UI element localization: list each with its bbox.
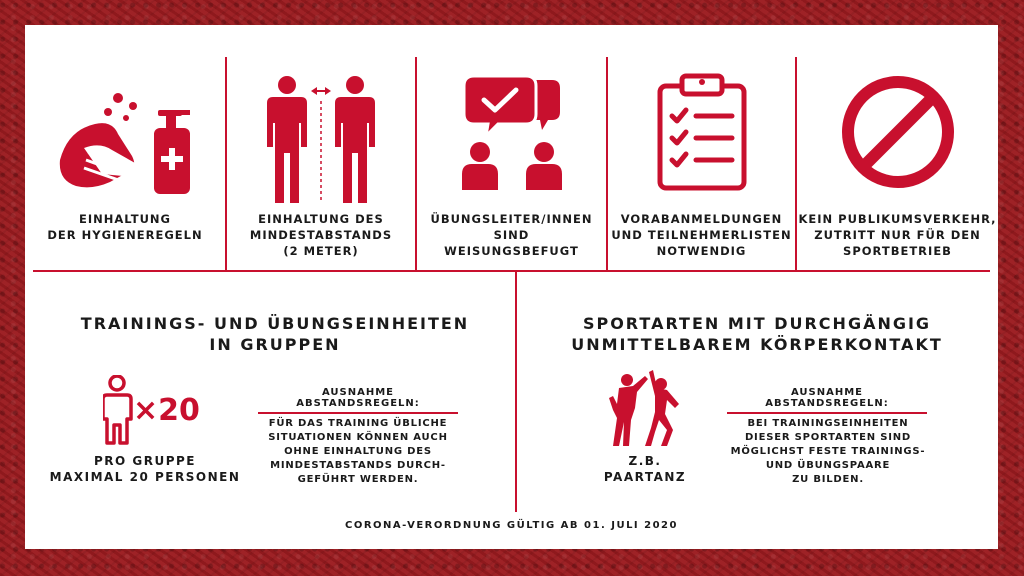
footer-note: CORONA-VERORDNUNG GÜLTIG AB 01. JULI 2020: [345, 520, 678, 531]
contact-rule-text: BEI TRAININGSEINHEITEN DIESER SPORTARTEN SIND MÖGLICHST FESTE TRAININGS- UND ÜBUNGSPAARE ZU BILDEN.: [730, 418, 926, 485]
checklist-clipboard-icon: [652, 72, 752, 192]
contact-title: SPORTARTEN MIT DURCHGÄNGIG UNMITTELBAREM KÖRPERKONTAKT: [571, 314, 943, 354]
item-distance: [227, 25, 415, 270]
contact-caption: Z.B. PAARTANZ: [603, 454, 687, 484]
item-registration: [608, 25, 795, 270]
groups-caption: PRO GRUPPE MAXIMAL 20 PERSONEN: [49, 454, 241, 484]
infographic-panel: [25, 25, 998, 549]
item-label: ÜBUNGSLEITER/INNEN SIND WEISUNGSBEFUGT: [430, 212, 593, 258]
contact-rule-heading: AUSNAHME ABSTANDSREGELN:: [727, 387, 927, 414]
groups-title: TRAININGS- UND ÜBUNGSEINHEITEN IN GRUPPEN: [80, 314, 470, 354]
hand-washing-sanitizer-icon: [40, 90, 210, 200]
item-label: EINHALTUNG DER HYGIENEREGELN: [47, 212, 203, 242]
instructors-speech-icon: [452, 72, 572, 192]
item-label: VORABANMELDUNGEN UND TEILNEHMERLISTEN NOTWENDIG: [611, 212, 792, 258]
horizontal-divider: [33, 270, 990, 272]
groups-rule-heading: AUSNAHME ABSTANDSREGELN:: [258, 387, 458, 414]
item-label: EINHALTUNG DES MINDESTABSTANDS (2 METER): [249, 212, 393, 258]
pair-dance-icon: [605, 368, 685, 448]
center-divider: [515, 272, 517, 512]
prohibited-icon: [838, 72, 958, 192]
item-instructors: [417, 25, 606, 270]
item-label: KEIN PUBLIKUMSVERKEHR, ZUTRITT NUR FÜR DEN SPORTBETRIEB: [798, 212, 997, 258]
distance-people-icon: [261, 75, 381, 205]
item-hygiene: [25, 25, 225, 270]
item-no-public: [797, 25, 998, 270]
groups-rule-text: FÜR DAS TRAINING ÜBLICHE SITUATIONEN KÖNNEN AUCH OHNE EINHALTUNG DES MINDESTABSTANDS DURCH- GEFÜHRT WERDEN.: [268, 418, 448, 485]
multiplier-label: ×20: [133, 393, 200, 428]
